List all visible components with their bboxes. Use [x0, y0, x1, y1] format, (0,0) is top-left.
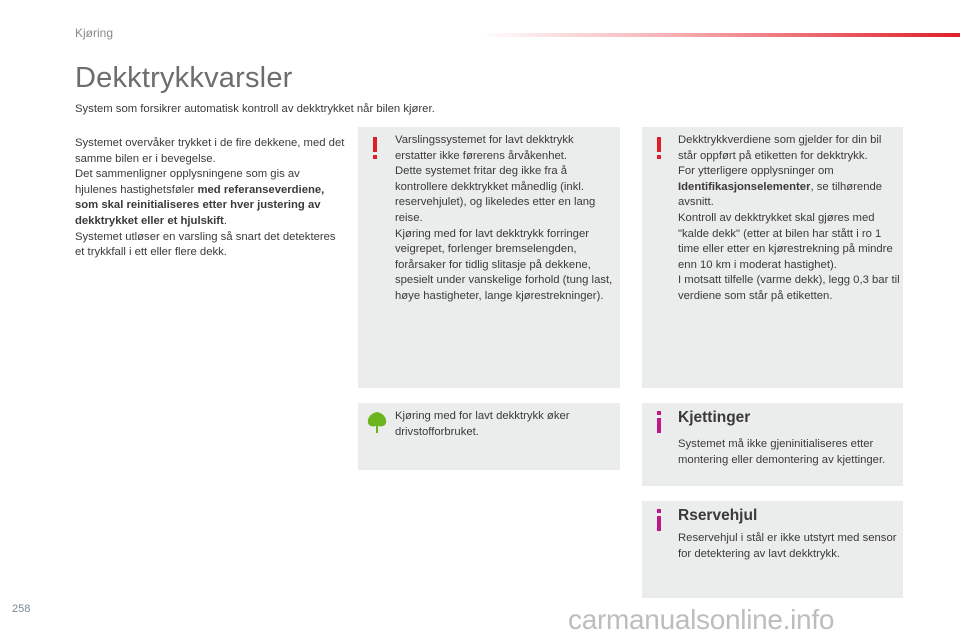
warning-text	[395, 133, 617, 305]
exclamation-icon	[655, 137, 663, 159]
paragraph: Dette systemet fritar deg ikke fra å kontrollere dekktrykket månedlig (inkl. reservehjulet), og likeledes etter en lang reise.	[395, 165, 596, 224]
exclamation-icon	[371, 137, 379, 159]
section-header: Kjøring	[75, 26, 114, 40]
box-title: Rservehjul	[678, 507, 758, 524]
text-span: For ytterligere opplysninger om	[678, 165, 834, 178]
page-number: 258	[12, 603, 31, 615]
bold-text: med referanseverdiene, som skal reinitialiseres etter hver justering av dekktrykket eller et hjulskift	[75, 183, 325, 227]
eco-text: Kjøring med for lavt dekktrykk øker drivstofforbruket.	[395, 410, 570, 438]
page-title: Dekktrykkvarsler	[75, 62, 293, 94]
info-box-spare-wheel	[642, 501, 903, 598]
main-text-column	[75, 136, 345, 261]
eco-box	[358, 403, 620, 470]
paragraph: Systemet utløser en varsling så snart det detekteres et trykkfall i ett eller flere dekk.	[75, 230, 336, 259]
warning-box-pressure	[358, 127, 620, 388]
paragraph: Systemet overvåker trykket i de fire dekkene, med det samme bilen er i bevegelse.	[75, 137, 345, 165]
watermark: carmanualsonline.info	[568, 604, 835, 635]
box-title: Kjettinger	[678, 409, 751, 426]
intro-text: System som forsikrer automatisk kontroll av dekktrykket når bilen kjører.	[75, 103, 435, 115]
warning-box-values	[642, 127, 903, 388]
text-span: Det sammenligner opplysningene som gis av hjulenes hastighetsføler	[75, 168, 300, 196]
bold-text: Identifikasjonselementer	[678, 180, 811, 193]
header-accent-bar	[478, 33, 960, 37]
paragraph: Varslingssystemet for lavt dekktrykk erstatter ikke førerens årvåkenhet.	[395, 134, 574, 162]
paragraph	[678, 164, 900, 211]
leaf-icon	[367, 411, 387, 433]
warning-text	[678, 133, 900, 305]
info-icon	[655, 509, 663, 531]
info-text: Systemet må ikke gjeninitialiseres etter montering eller demontering av kjettinger.	[678, 438, 886, 466]
paragraph: Kjøring med for lavt dekktrykk forringer veigrepet, forlenger bremselengden, forårsaker for tidlig slitasje på dekkene, spesielt under vanskelige forhold (tung last, høye hastigheter, lange kjørestrekninger).	[395, 227, 613, 302]
info-text: Reservehjul i stål er ikke utstyrt med sensor for detektering av lavt dekktrykk.	[678, 532, 897, 560]
text-span: , se tilhørende avsnitt.	[678, 180, 883, 209]
paragraph: I motsatt tilfelle (varme dekk), legg 0,3 bar til verdiene som står på etiketten.	[678, 274, 900, 302]
paragraph: Dekktrykkverdiene som gjelder for din bil står oppført på etiketten for dekktrykk.	[678, 134, 882, 162]
paragraph	[75, 167, 345, 229]
text-span: .	[223, 214, 227, 227]
paragraph: Kontroll av dekktrykket skal gjøres med "kalde dekk" (etter at bilen har stått i ro 1 time eller etter en kjørestrekning på mindre enn 10 km i moderat hastighet).	[678, 211, 893, 271]
info-box-chains	[642, 403, 903, 486]
info-icon	[655, 411, 663, 433]
